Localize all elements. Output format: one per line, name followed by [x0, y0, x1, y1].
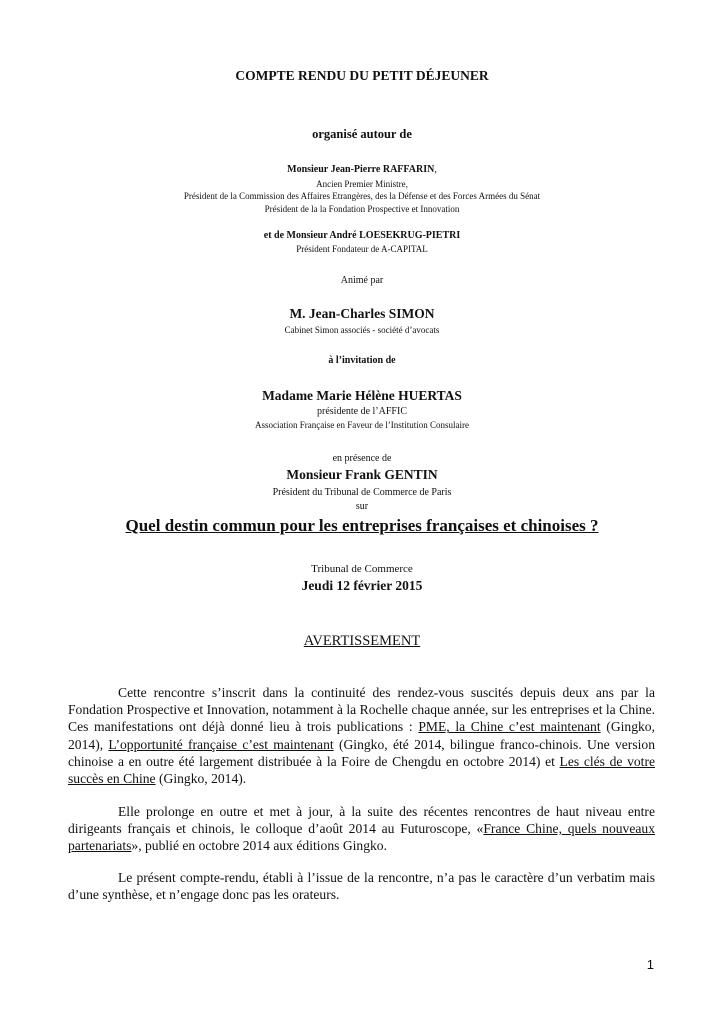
speaker2-role: Président Fondateur de A-CAPITAL — [296, 244, 428, 254]
speaker1-name: Monsieur Jean-Pierre RAFFARIN — [287, 164, 435, 175]
speaker1-name-line — [0, 164, 724, 175]
host-name: Madame Marie Hélène HUERTAS — [262, 388, 462, 403]
speaker1-role-1: Ancien Premier Ministre, — [316, 179, 408, 189]
speaker1-role-2: Président de la Commission des Affaires Etrangères, des la Défense et des Forces Armées du Sénat — [183, 191, 541, 201]
host-role-1: présidente de l’AFFIC — [317, 406, 407, 417]
event-place: Tribunal de Commerce — [311, 563, 413, 575]
animator-name: M. Jean-Charles SIMON — [289, 306, 435, 321]
host-intro: à l’invitation de — [328, 355, 396, 366]
notice-paragraph-3 — [68, 869, 655, 903]
notice-paragraph-1 — [68, 684, 655, 787]
p3-text: Le présent compte-rendu, établi à l’issue de la rencontre, n’a pas le caractère d’un verbatim mais d’une synthèse, et n’engage donc pas les orateurs. — [68, 870, 655, 903]
guest-on: sur — [355, 501, 369, 512]
p2-publication-link[interactable]: France Chine, quels nouveaux partenariats — [68, 821, 656, 854]
animator-role: Cabinet Simon associés - société d’avocats — [284, 325, 440, 335]
animator-intro: Animé par — [340, 275, 384, 286]
page-number: 1 — [646, 957, 654, 972]
event-date: Jeudi 12 février 2015 — [301, 578, 423, 593]
p1-text-4: (Gingko, 2014). — [155, 771, 247, 787]
p1-publication-link-3[interactable]: Les clés de votre succès en Chine — [68, 753, 656, 787]
topic-title: Quel destin commun pour les entreprises françaises et chinoises ? — [125, 516, 599, 535]
p1-text-2: (Gingko, 2014), — [68, 719, 656, 752]
organized-around-label: organisé autour de — [312, 127, 412, 141]
guest-intro: en présence de — [332, 453, 392, 464]
guest-role: Président du Tribunal de Commerce de Paris — [272, 487, 452, 498]
main-title: COMPTE RENDU DU PETIT DÉJEUNER — [235, 68, 489, 83]
p2-text-2: », publié en octobre 2014 aux éditions Gingko. — [131, 838, 387, 854]
notice-heading: AVERTISSEMENT — [303, 633, 421, 649]
guest-name: Monsieur Frank GENTIN — [286, 467, 438, 482]
speaker1-name-suffix: , — [434, 164, 437, 175]
speaker1-role-3: Président de la la Fondation Prospective et Innovation — [264, 204, 460, 214]
p1-publication-link-1[interactable]: PME, la Chine c’est maintenant — [418, 719, 601, 735]
host-role-2: Association Française en Faveur de l’Institution Consulaire — [255, 420, 469, 430]
notice-paragraph-2 — [68, 803, 655, 855]
p1-text-1: Cette rencontre s’inscrit dans la continuité des rendez-vous suscités depuis deux ans par la Fondation Prospective et Innovation, notamment à la Rochelle chaque année, sur les entreprises et la Chine. Ces manifestations ont déjà donné lieu à trois publications : — [68, 685, 655, 735]
p2-text-1: Elle prolonge en outre et met à jour, à la suite des récentes rencontres de haut niveau entre dirigeants français et chinois, le colloque d’août 2014 au Futuroscope, « — [68, 804, 655, 837]
p1-publication-link-2[interactable]: L’opportunité française c’est maintenant — [108, 736, 334, 752]
speaker2-name: et de Monsieur André LOESEKRUG-PIETRI — [263, 230, 461, 241]
p1-text-3: (Gingko, été 2014, bilingue franco-chinois. Une version chinoise a en outre été largement distribuée à la Foire de Chengdu en octobre 2014) et — [68, 736, 655, 769]
